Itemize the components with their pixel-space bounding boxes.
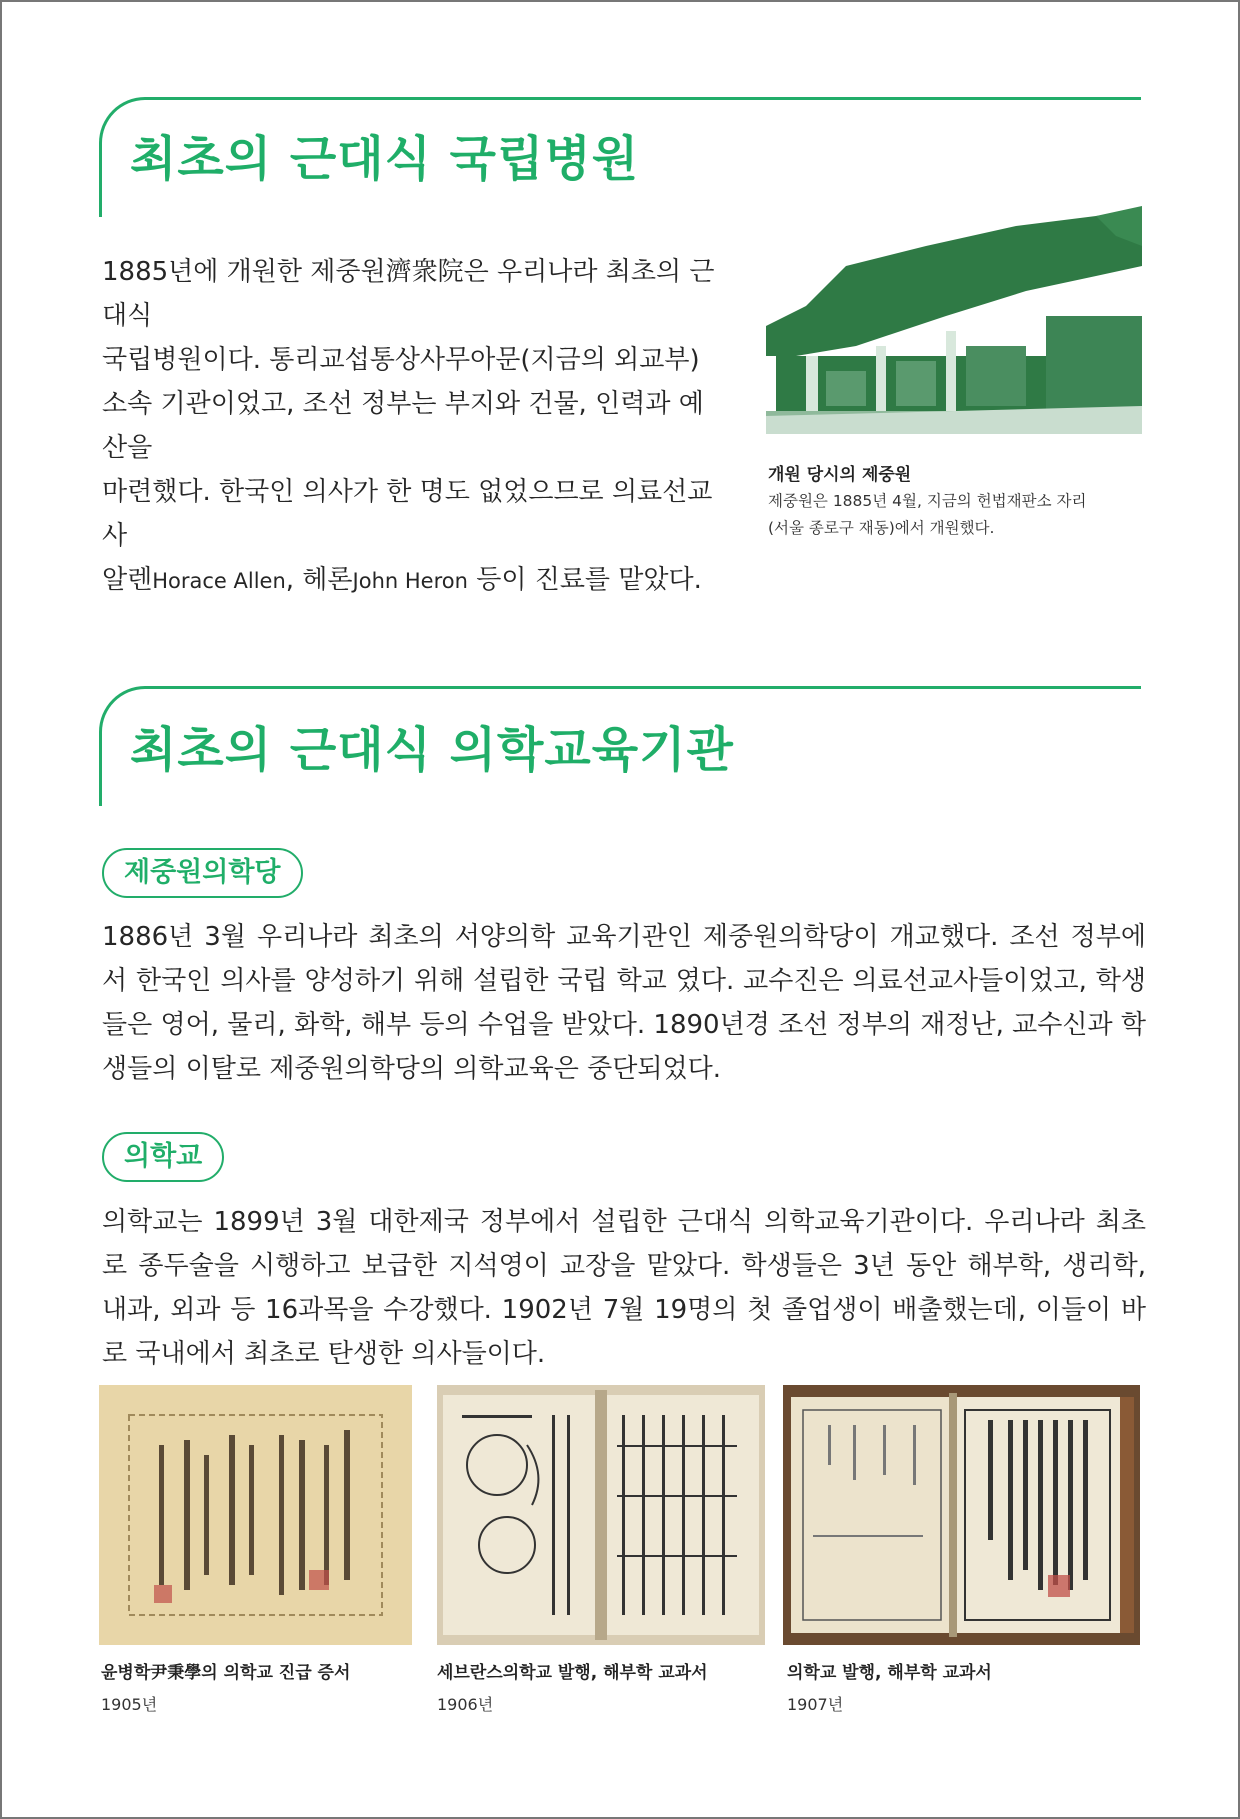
hospital-line: 1885년에 개원한 제중원濟衆院은 우리나라 최초의 근대식 xyxy=(102,257,715,331)
hospital-line: 소속 기관이었고, 조선 정부는 부지와 건물, 인력과 예산을 xyxy=(102,389,704,463)
subheading-jejungwon-school: 제중원의학당 xyxy=(102,848,303,898)
figure-caption: 세브란스의학교 발행, 해부학 교과서 xyxy=(437,1663,708,1683)
subheading-medical-school: 의학교 xyxy=(102,1132,224,1182)
figure-caption: 윤병학尹秉學의 의학교 진급 증서 xyxy=(101,1663,351,1683)
name-latin: Horace Allen xyxy=(152,569,286,593)
section-title-education: 최초의 근대식 의학교육기관 xyxy=(130,722,734,778)
jejungwon-school-paragraph: 1886년 3월 우리나라 최초의 서양의학 교육기관인 제중원의학당이 개교했다. 조선 정부에서 한국인 의사를 양성하기 위해 설립한 국립 학교 였다. 교수진은 의료선교사들이었고, 학생들은 영어, 물리, 화학, 해부 등의 수업을 받았다. 1890년경 조선 정부의 재정난, 교수신과 학생들의 이탈로 제중원의학당의 의학교육은 중단되었다. xyxy=(102,922,1146,1084)
photo-caption-text: 제중원은 1885년 4월, 지금의 헌법재판소 자리 (서울 종로구 재동)에서 개원했다. xyxy=(768,492,1087,537)
figure-year: 1905년 xyxy=(101,1695,158,1714)
hospital-line: 마련했다. 한국인 의사가 한 명도 없었으므로 의료선교사 xyxy=(102,477,713,551)
photo-caption-title: 개원 당시의 제중원 xyxy=(768,465,912,485)
certificate-image xyxy=(99,1385,412,1645)
name-latin: John Heron xyxy=(352,569,468,593)
section-title-hospital: 최초의 근대식 국립병원 xyxy=(130,131,640,187)
hospital-line: 알렌Horace Allen, 헤론John Heron 등이 진료를 맡았다. xyxy=(102,565,702,595)
figure-year: 1906년 xyxy=(437,1695,494,1714)
figure-caption: 의학교 발행, 해부학 교과서 xyxy=(787,1663,992,1683)
medical-school-textbook-image xyxy=(783,1385,1140,1645)
hospital-line: 국립병원이다. 통리교섭통상사무아문(지금의 외교부) xyxy=(102,345,700,375)
medical-school-paragraph: 의학교는 1899년 3월 대한제국 정부에서 설립한 근대식 의학교육기관이다. 우리나라 최초로 종두술을 시행하고 보급한 지석영이 교장을 맡았다. 학생들은 3년 동안 해부학, 생리학, 내과, 외과 등 16과목을 수강했다. 1902년 7월 19명의 첫 졸업생이 배출했는데, 이들이 바로 국내에서 최초로 탄생한 의사들이다. xyxy=(102,1207,1146,1369)
figure-year: 1907년 xyxy=(787,1695,844,1714)
hospital-paragraph xyxy=(102,250,722,603)
jejungwon-photo xyxy=(766,206,1142,434)
severance-textbook-image xyxy=(437,1385,765,1645)
